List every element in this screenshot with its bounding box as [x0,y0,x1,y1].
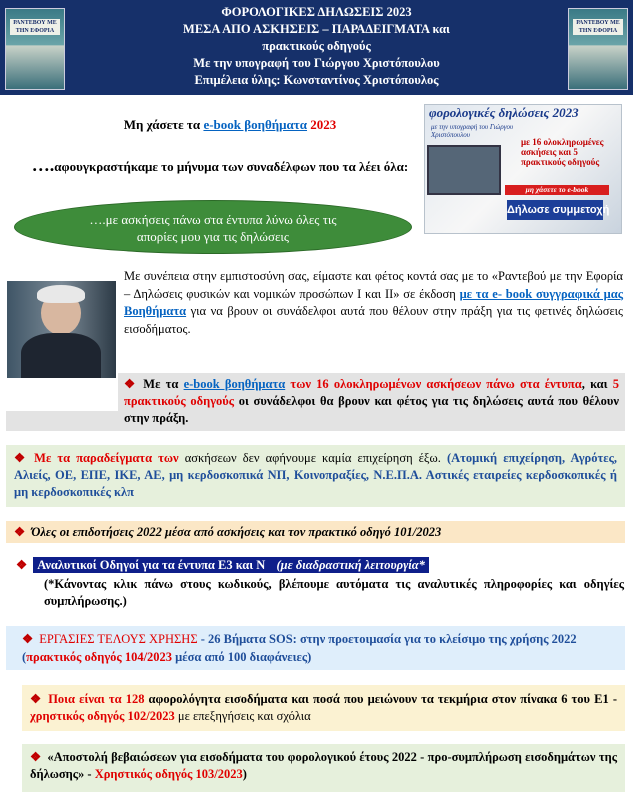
diamond-icon: ❖ [14,525,26,539]
header-title-line-3: πρακτικούς οδηγούς [262,39,371,53]
bullet-1 [118,373,625,431]
header-title-line-5: Επιμέλεια ύλης: Κωνσταντίνος Χριστόπουλος [194,73,439,87]
miss-prefix: Μη χάσετε τα [123,117,204,132]
bullet-6 [22,685,625,731]
p1-text-b: για να βρουν οι συνάδελφοι αυτά που θέλουν στην πράξη για τις φετινές δηλώσεις εισοδήματος. [124,304,623,336]
b4-head: Αναλυτικοί Οδηγοί για τα έντυπα Ε3 και Ν [33,557,269,573]
diamond-icon: ❖ [22,632,34,646]
b5-c: πρακτικός οδηγός 104/2023 [26,650,173,664]
bullet-4-note: (*Κάνοντας κλικ πάνω στους κωδικούς, βλέπουμε αυτόματα τις αναλυτικές πληροφορίες και οδηγίες συμπλήρωσης.) [44,577,624,608]
diamond-icon: ❖ [124,377,138,391]
dots: …. [31,155,55,175]
promo-line-1: φορολογικές δηλώσεις 2023 [429,105,579,120]
miss-year: 2023 [307,117,337,132]
b2-c: (Ατομική επιχείρηση, Αγρότες, Αλιείς, ΟΕ, ΕΠΕ, ΙΚΕ, ΑΕ, μη κερδοσκοπικά ΝΠ, Κοινοπραξίες, Ν.Ε.Π.Α. Αστικές εταιρείες κερδοσκοπικές ή μη κερδοσκοπικές κλπ [14,451,617,499]
b4-head2: (με διαδραστική λειτουργία* [269,557,429,573]
b6-b: αφορολόγητα εισοδήματα και ποσά που μειώνουν τα τεκμήρια στον πίνακα 6 του Ε1 - [144,692,617,706]
b2-a: Με τα παραδείγματα των [34,451,179,465]
b3-text: Όλες οι επιδοτήσεις 2022 μέσα από ασκήσεις και τον πρακτικό οδηγό 101/2023 [31,525,442,539]
promo-image[interactable] [424,104,622,234]
author-jacket [21,333,101,378]
header-banner [0,0,633,95]
header-title-line-2: ΜΕΣΑ ΑΠΟ ΑΣΚΗΣΕΙΣ – ΠΑΡΑΔΕΙΓΜΑΤΑ και [183,22,450,36]
books-link[interactable]: με τα e- book συγγραφικά μας Βοηθήματα [124,286,623,318]
b1-a: Με τα [143,377,184,391]
b2-b: ασκήσεων δεν αφήνουμε καμία επιχείρηση έξω. [178,451,441,465]
bullet-5 [6,626,625,670]
b5-a: ΕΡΓΑΣΙΕΣ ΤΕΛΟΥΣ ΧΡΗΣΗΣ [39,632,198,646]
listen-text: αφουγκραστήκαμε το μήνυμα των συναδέλφων που τα λέει όλα: [54,159,409,174]
intro-paragraph [124,268,623,338]
header-title-line-4: Με την υπογραφή του Γιώργου Χριστόπουλου [193,56,440,70]
miss-ebooks-line [70,116,390,133]
book-cover-left [5,8,65,90]
b1-d: 5 πρακτικούς οδηγούς [124,377,619,408]
bullet-1-extension [6,411,118,431]
diamond-icon: ❖ [14,451,29,465]
ebook-link[interactable]: e-book βοηθήματα [203,117,308,132]
b5-b: - 26 Βήματα SOS: στην προετοιμασία για το κλείσιμο της χρήσης 2022 ( [22,632,577,664]
b7-c: ) [242,767,247,781]
b7-b: Χρηστικός οδηγός 103/2023 [94,767,243,781]
book-cover-label-right: ΡΑΝΤΕΒΟΥ ΜΕ ΤΗΝ ΕΦΟΡΙΑ [573,19,623,35]
b6-a: Ποια είναι τα 128 [48,692,145,706]
p1-text-a: Με συνέπεια στην εμπιστοσύνη σας, είμαστε και φέτος κοντά σας με το «Ραντεβού με την Εφορία – Δηλώσεις φυσικών και νομικών προσώπων Ι και ΙΙ» σε έκδοση [124,269,623,301]
diamond-icon: ❖ [30,692,43,706]
b1-b: των 16 ολοκληρωμένων ασκήσεων πάνω στα έντυπα [285,377,582,391]
b1-c: , και [581,377,613,391]
bullet-4 [16,557,616,577]
diamond-icon: ❖ [30,750,42,764]
bullet-3 [6,521,625,543]
bullet-7 [22,744,625,792]
b1-ebook-link[interactable]: e-book βοηθήματα [183,377,286,391]
author-photo [7,281,116,378]
oval-text: ….με ασκήσεις πάνω στα έντυπα λύνω όλες τις απορίες μου για τις δηλώσεις [89,212,337,244]
promo-line-3: με 16 ολοκληρωμένες ασκήσεις και 5 πρακτικούς οδηγούς [521,137,604,167]
b1-e: οι συνάδελφοι θα βρουν και φέτος για τις δηλώσεις αυτά που θέλουν στην πράξη. [124,394,619,425]
promo-line-4: μη χάσετε το e-book [505,185,609,195]
bullet-2 [6,445,625,507]
laptop-icon [427,145,501,195]
listen-line [30,156,410,176]
diamond-icon: ❖ [16,558,28,572]
header-title-line-1: ΦΟΡΟΛΟΓΙΚΕΣ ΔΗΛΩΣΕΙΣ 2023 [221,5,412,19]
b6-c: χρηστικός οδηγός 102/2023 [30,709,175,723]
b6-d: με επεξηγήσεις και σχόλια [174,709,311,723]
b5-d: μέσα από 100 διαφάνειες) [172,650,312,664]
quote-oval [14,200,412,254]
register-button[interactable]: Δήλωσε συμμετοχή [507,200,603,220]
book-cover-right [568,8,628,90]
book-cover-label: ΡΑΝΤΕΒΟΥ ΜΕ ΤΗΝ ΕΦΟΡΙΑ [10,19,60,35]
promo-line-2: με την υπογραφή του Γιώργου Χριστόπουλου [431,123,514,139]
author-hair [37,285,85,303]
b7-a: «Αποστολή βεβαιώσεων για εισοδήματα του φορολογικού έτους 2022 - προ-συμπλήρωση εισοδημάτων της δήλωσης» - [30,750,617,781]
